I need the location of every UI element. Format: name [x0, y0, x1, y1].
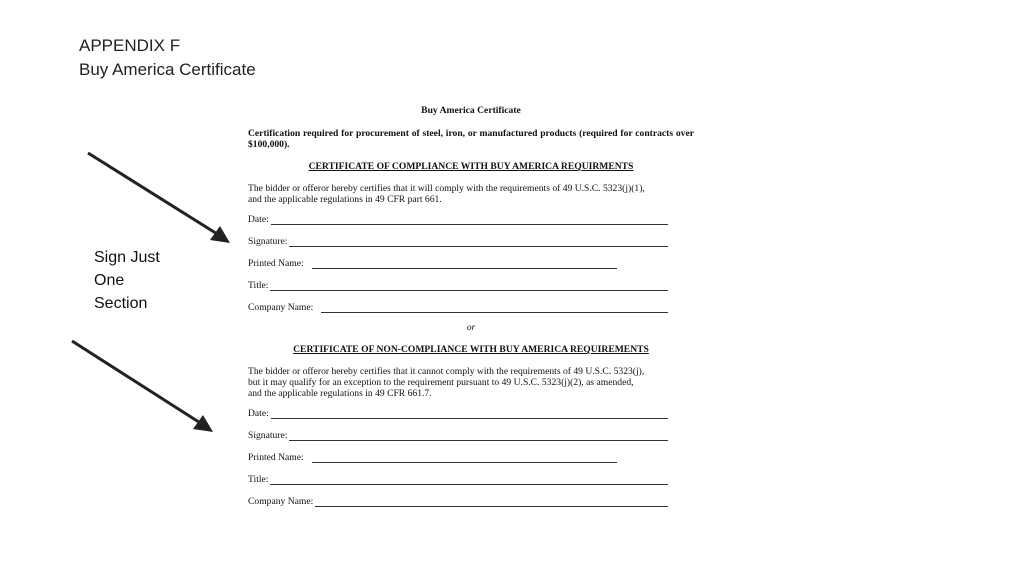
compliance-text-line-2: and the applicable regulations in 49 CFR part 661. — [248, 194, 442, 205]
signature-line[interactable] — [321, 304, 668, 313]
signature-line[interactable] — [289, 432, 668, 441]
compliance-company-name-field[interactable] — [248, 302, 668, 313]
noncompliance-text-line-1: The bidder or offeror hereby certifies that it cannot comply with the requirements of 49 U.S.C. 5323(j), — [248, 366, 645, 377]
slide-title-line-2: Buy America Certificate — [79, 60, 256, 79]
side-note-line-3: Section — [94, 295, 148, 312]
signature-line[interactable] — [270, 476, 668, 485]
signature-line[interactable] — [271, 216, 668, 225]
side-note-line-1: Sign Just — [94, 249, 160, 266]
field-label: Company Name: — [248, 302, 314, 313]
compliance-title: CERTIFICATE OF COMPLIANCE WITH BUY AMERICA REQUIRMENTS — [308, 161, 634, 172]
field-label: Signature: — [248, 430, 288, 441]
field-label: Date: — [248, 408, 269, 419]
certificate-document — [248, 105, 694, 518]
signature-line[interactable] — [289, 238, 668, 247]
signature-line[interactable] — [270, 282, 668, 291]
field-label: Signature: — [248, 236, 288, 247]
noncompliance-text-line-3: and the applicable regulations in 49 CFR 661.7. — [248, 388, 432, 399]
document-heading: Buy America Certificate — [421, 105, 521, 116]
compliance-text-line-1: The bidder or offeror hereby certifies that it will comply with the requirements of 49 U.S.C. 5323(j)(1), — [248, 183, 645, 194]
slide-title — [79, 34, 256, 82]
or-separator: or — [466, 322, 476, 333]
slide-title-line-1: APPENDIX F — [79, 36, 181, 55]
noncompliance-printed-name-field[interactable] — [248, 452, 617, 463]
noncompliance-title-field[interactable] — [248, 474, 668, 485]
noncompliance-text-line-2: but it may qualify for an exception to the requirement pursuant to 49 U.S.C. 5323(j)(2), as amended, — [248, 377, 634, 388]
noncompliance-company-name-field[interactable] — [248, 496, 668, 507]
field-label: Printed Name: — [248, 452, 304, 463]
compliance-text — [248, 183, 694, 205]
noncompliance-date-field[interactable] — [248, 408, 668, 419]
field-label: Printed Name: — [248, 258, 304, 269]
side-note — [94, 246, 160, 315]
field-label: Company Name: — [248, 496, 314, 507]
signature-line[interactable] — [312, 454, 617, 463]
noncompliance-signature-field[interactable] — [248, 430, 668, 441]
compliance-printed-name-field[interactable] — [248, 258, 617, 269]
signature-line[interactable] — [315, 498, 668, 507]
compliance-date-field[interactable] — [248, 214, 668, 225]
arrow-down-right-icon — [72, 341, 213, 432]
field-label: Title: — [248, 474, 269, 485]
side-note-line-2: One — [94, 272, 125, 289]
signature-line[interactable] — [312, 260, 617, 269]
noncompliance-text — [248, 366, 694, 399]
field-label: Date: — [248, 214, 269, 225]
document-intro: Certification required for procurement of steel, iron, or manufactured products (required for contracts over $100,000). — [248, 128, 694, 150]
field-label: Title: — [248, 280, 269, 291]
compliance-title-field[interactable] — [248, 280, 668, 291]
noncompliance-title: CERTIFICATE OF NON-COMPLIANCE WITH BUY AMERICA REQUIREMENTS — [293, 344, 649, 355]
arrow-down-right-icon — [88, 153, 230, 243]
compliance-signature-field[interactable] — [248, 236, 668, 247]
signature-line[interactable] — [271, 410, 668, 419]
